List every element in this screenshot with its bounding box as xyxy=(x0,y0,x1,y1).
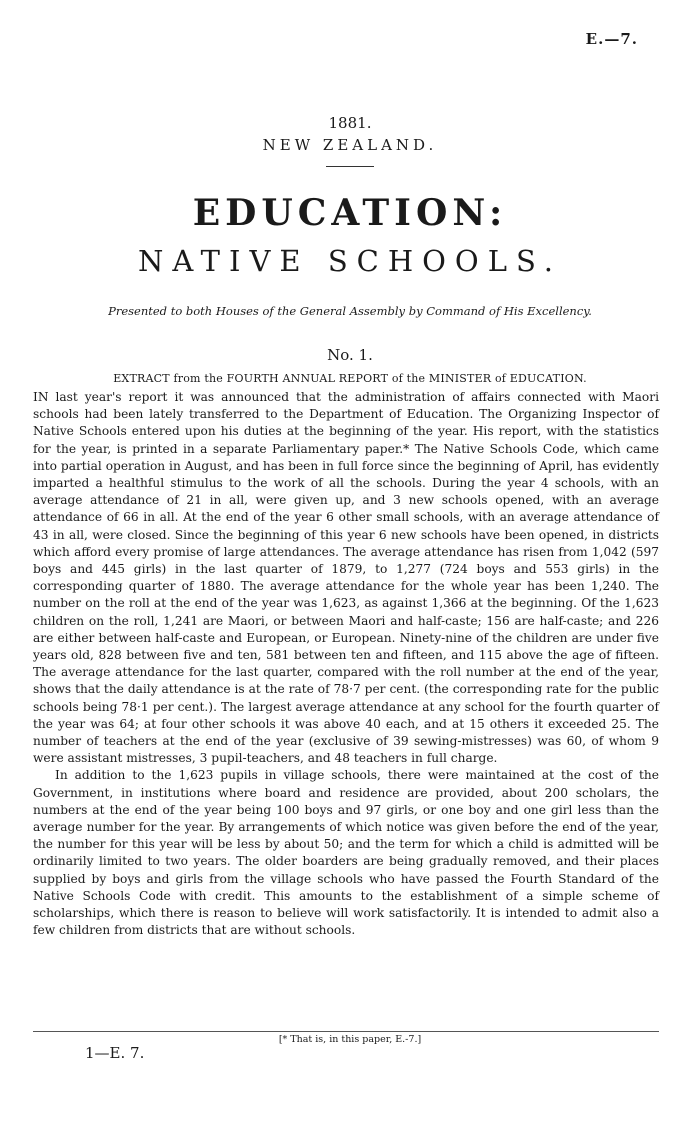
presented-line: Presented to both Houses of the General Assembly by Command of His Excellency. xyxy=(108,304,592,318)
signature-mark: 1—E. 7. xyxy=(85,1044,145,1062)
main-title: EDUCATION: xyxy=(192,192,508,234)
paragraph-1: IN last year's report it was announced that the administration of affairs connected with Maori schools had been lately transferred to the Department of Education. The Organizing Inspector of Native Schools entered upon his duties at the beginning of the year. His report, with the statistics for the year, is printed in a separate Parliamentary paper.* The Native Schools Code, which came into partial operation in August, and has been in full force since the beginning of April, has evidently imparted a healthful stimulus to the work of all the schools. During the year 4 schools, with an average attendance of 21 in all, were given up, and 3 new schools opened, with an average attendance of 66 in all. At the end of the year 6 other small schools, with an average attendance of 43 in all, were closed. Since the beginning of this year 6 new schools have been opened, in districts which afford every promise of large attendances. The average attendance has risen from 1,042 (597 boys and 445 girls) in the last quarter of 1879, to 1,277 (724 boys and 553 girls) in the corresponding quarter of 1880. The average attendance for the whole year has been 1,240. The number on the roll at the end of the year was 1,623, as against 1,366 at the beginning. Of the 1,623 children on the roll, 1,241 are Maori, or between Maori and half-caste; 156 are half-caste; and 226 are either between half-caste and European, or European. Ninety-nine of the children are under five years old, 828 between five and ten, 581 between ten and fifteen, and 115 above the age of fifteen. The average attendance for the last quarter, compared with the roll number at the end of the year, shows that the daily attendance is at the rate of 78·7 per cent. (the corresponding rate for the public schools being 78·1 per cent.). The largest average attendance at any school for the fourth quarter of the year was 64; at four other schools it was above 40 each, and at 15 others it exceeded 25. The number of teachers at the end of the year (exclusive of 39 sewing-mistresses) was 60, of whom 9 were assistant mistresses, 3 pupil-teachers, and 48 teachers in full charge. xyxy=(33,390,659,766)
footnote: [* That is, in this paper, E.-7.] xyxy=(278,1034,422,1045)
extract-heading: EXTRACT from the FOURTH ANNUAL REPORT of the MINISTER of EDUCATION. xyxy=(113,372,587,385)
year-heading: 1881. xyxy=(328,114,372,132)
heading-rule xyxy=(326,166,374,167)
sub-title: NATIVE SCHOOLS. xyxy=(137,244,563,278)
paper-reference: E.—7. xyxy=(585,30,638,48)
country-heading: NEW ZEALAND. xyxy=(262,136,438,154)
paragraph-2: In addition to the 1,623 pupils in village schools, there were maintained at the cost of the Government, in institutions where board and residence are provided, about 200 scholars, the numbers at the end of the year being 100 boys and 97 girls, or one boy and one girl less than the average number for the year. By arrangements of which notice was given before the end of the year, the number for this year will be less by about 50; and the term for which a child is admitted will be ordinarily limited to two years. The older boarders are being gradually removed, and their places supplied by boys and girls from the village schools who have passed the Fourth Standard of the Native Schools Code with credit. This amounts to the establishment of a simple scheme of scholarships, which there is reason to believe will work satisfactorily. It is intended to admit also a few children from districts that are without schools. xyxy=(33,768,659,938)
section-number: No. 1. xyxy=(327,346,373,364)
footnote-rule xyxy=(33,1031,659,1032)
report-body xyxy=(33,389,659,940)
